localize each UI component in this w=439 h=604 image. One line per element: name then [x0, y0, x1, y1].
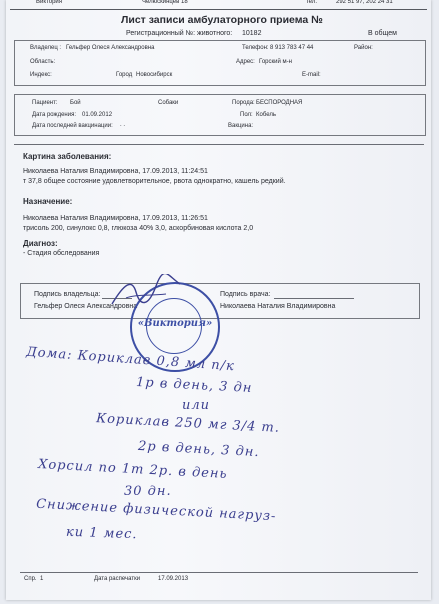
clinic-phone: 292 51 97, 202 24 31: [336, 0, 393, 5]
hand-line-3: или: [182, 398, 211, 413]
index-label: Индекс:: [30, 72, 52, 78]
vaccine-label: Вакцина:: [228, 123, 254, 129]
email-label: E-mail:: [302, 72, 321, 78]
city-label: Город: [116, 72, 133, 78]
breed-label: Порода:: [232, 100, 255, 106]
address-value: Горский м-н: [259, 59, 292, 65]
vacc-date-value: . .: [120, 122, 126, 128]
doctor-signature-line: [274, 298, 354, 299]
region-label: Область:: [30, 59, 56, 65]
owner-signature-name: Гельфер Олеся Александровна: [34, 303, 138, 310]
address-label: Адрес:: [236, 59, 255, 65]
stamp-clinic-name: «Виктория»: [137, 318, 213, 329]
record-sheet: [6, 0, 431, 600]
vacc-date-label: Дата последней вакцинации:: [32, 123, 113, 129]
patient-label: Пациент:: [32, 100, 58, 106]
district-label: Район:: [354, 45, 373, 51]
clinic-phone-label: тел.: [306, 0, 317, 5]
hand-line-7: 30 дн.: [124, 484, 172, 499]
hand-line-6: Хорсил по 1т 2р. в день: [37, 457, 228, 482]
reg-number-label: Регистрационный №: животного:: [126, 30, 233, 37]
clinic-name-fragment: Виктория: [36, 0, 63, 5]
owner-label: Владелец :: [30, 45, 62, 51]
doctor-signature-scribble: [106, 274, 186, 314]
top-rule: [10, 9, 427, 10]
page-title: Лист записи амбулаторного приема №: [121, 14, 323, 26]
footer-page-number: 1: [40, 576, 44, 582]
disease-text: т 37,8 общее состояние удовлетворительное, рвота однократно, кашель редкий.: [23, 178, 286, 185]
signatures-box: [20, 283, 420, 319]
owner-phone-value: 8 913 783 47 44: [270, 45, 314, 51]
owner-value: Гельфер Олеся Александровна: [66, 45, 155, 51]
owner-phone-label: Телефон:: [242, 45, 269, 51]
purpose-author: Николаева Наталия Владимировна, 17.09.2013, 11:26:51: [23, 215, 208, 222]
breed-value: БЕСПОРОДНАЯ: [256, 100, 303, 106]
city-value: Новосибирск: [136, 72, 173, 78]
dob-label: Дата рождения:: [32, 112, 76, 118]
disease-author: Николаева Наталия Владимировна, 17.09.2013, 11:24:51: [23, 168, 208, 175]
owner-signature-label: Подпись владельца:: [34, 291, 101, 298]
purpose-text: трисоль 200, синулокс 0,8, глюкоза 40% 3,0, аскорбиновая кислота 2,0: [23, 225, 254, 232]
sex-value: Кобель: [256, 112, 276, 118]
hand-line-4: Кориклав 250 мг 3/4 т.: [95, 411, 281, 436]
purpose-title: Назначение:: [23, 197, 73, 206]
doctor-signature-label: Подпись врача:: [220, 291, 271, 298]
footer-print-date: 17.09.2013: [158, 576, 189, 582]
hand-line-8: Снижение физической нагруз-: [35, 496, 277, 525]
sex-label: Пол:: [240, 112, 253, 118]
dob-value: 01.09.2012: [82, 112, 113, 118]
hand-line-2: 1р в день, 3 дн: [135, 374, 253, 397]
section-divider: [14, 144, 424, 145]
footer-rule: [20, 572, 418, 573]
diagnosis-title: Диагноз:: [23, 239, 58, 248]
diagnosis-text: - Стадия обследования: [23, 250, 100, 257]
clinic-address-fragment: Челюскинцев 18: [142, 0, 188, 5]
species-value: Собаки: [158, 100, 179, 106]
disease-title: Картина заболевания:: [23, 152, 112, 161]
footer-page-label: Спр.: [24, 576, 37, 582]
reg-number-value: 10182: [242, 30, 262, 37]
hand-line-5: 2р в день, 3 дн.: [137, 438, 260, 461]
reg-right-text: В общем: [368, 30, 397, 37]
patient-value: Бой: [70, 100, 81, 106]
hand-line-1: Дома: Кориклав 0,8 мл п/к: [25, 344, 236, 375]
hand-line-9: ки 1 мес.: [65, 524, 138, 543]
footer-print-date-label: Дата распечатки: [94, 576, 141, 582]
doctor-signature-name: Николаева Наталия Владимировна: [220, 303, 336, 310]
